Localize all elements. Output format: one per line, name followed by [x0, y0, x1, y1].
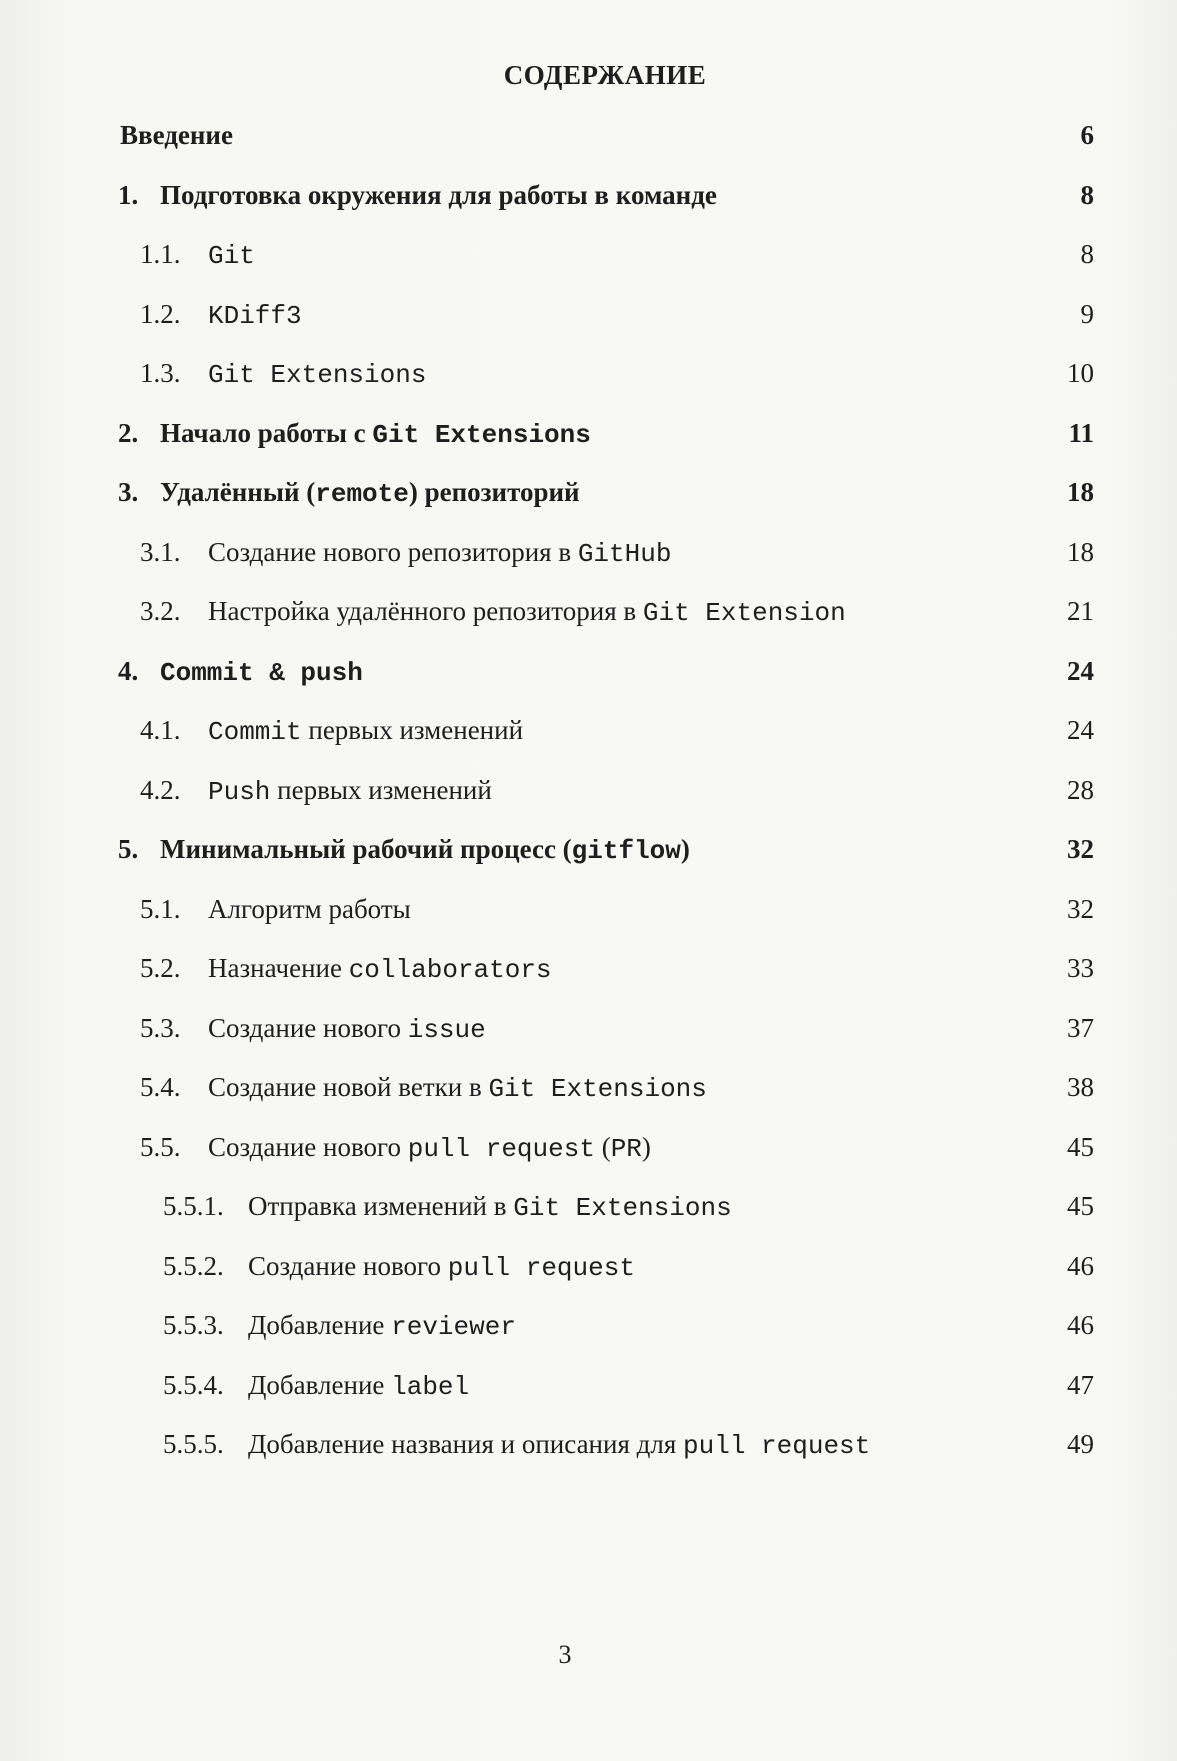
toc-entry [0, 350, 1177, 396]
title-text: первых изменений [270, 774, 492, 805]
title-text: Создание нового [208, 1012, 408, 1043]
toc-entry-number: 5.5. [140, 1131, 181, 1162]
code-term: gitflow [571, 836, 681, 866]
toc-entry [0, 1362, 1177, 1408]
code-term: pull request [447, 1252, 635, 1283]
toc-entry-number: 4.1. [140, 715, 181, 745]
toc-entry-title [248, 1421, 870, 1469]
toc-entry-page: 45 [1067, 1191, 1094, 1221]
toc-entry-title [208, 945, 552, 993]
toc-entry-title [248, 1302, 516, 1350]
code-term: Commit & push [160, 657, 363, 688]
title-text: Добавление [248, 1369, 392, 1400]
code-term: Git Extensions [372, 419, 591, 450]
toc-entry-title [160, 410, 591, 458]
toc-entry-title [248, 1362, 469, 1410]
toc-entry-title [208, 291, 302, 339]
toc-entry-number: 5.3. [140, 1012, 181, 1043]
toc-entry [0, 1183, 1177, 1229]
toc-entry-page: 21 [1067, 596, 1094, 626]
toc-entry-title [208, 767, 492, 815]
toc-entry-title [208, 707, 523, 755]
toc-entry-title [160, 469, 580, 517]
title-text: Назначение [208, 953, 349, 983]
toc-entry-number: 5. [118, 834, 139, 864]
toc-entry [0, 945, 1177, 991]
toc-entry [0, 529, 1177, 575]
toc-entry-page: 33 [1067, 953, 1094, 983]
toc-entry-number: 1. [118, 179, 139, 210]
toc-entry [0, 410, 1177, 456]
toc-entry [0, 172, 1177, 218]
toc-entry-page: 8 [1080, 179, 1094, 210]
code-term: Git Extensions [513, 1193, 732, 1223]
toc-entry [0, 1124, 1177, 1170]
code-term: reviewer [391, 1312, 516, 1342]
toc-entry-number: 1.3. [140, 358, 181, 388]
toc-entry-title [160, 648, 363, 696]
code-term: remote [315, 479, 409, 509]
toc-entry [0, 1243, 1177, 1289]
toc-entry-title [160, 172, 717, 218]
title-text: Алгоритм работы [208, 893, 411, 924]
title-text: Создание нового [248, 1250, 448, 1281]
toc-entry-page: 49 [1067, 1429, 1094, 1459]
toc-entry-number: 5.5.2. [163, 1250, 224, 1281]
code-term: collaborators [348, 955, 552, 985]
toc-entry-page: 38 [1067, 1072, 1094, 1102]
code-term: GitHub [577, 538, 672, 569]
code-term: Push [208, 776, 271, 807]
toc-entry [0, 291, 1177, 337]
toc-entry-number: 5.1. [140, 893, 181, 924]
toc-entry-page: 32 [1067, 893, 1094, 924]
toc-entry-page: 47 [1067, 1369, 1094, 1400]
toc-entry [0, 588, 1177, 634]
toc-entry [0, 767, 1177, 813]
code-term: Git Extensions [208, 360, 427, 390]
toc-entry-page: 37 [1067, 1012, 1094, 1043]
toc-entry [0, 231, 1177, 277]
toc-entry-number: 5.5.5. [163, 1429, 224, 1459]
toc-entry [0, 826, 1177, 872]
title-text: ) [680, 834, 690, 864]
toc-entry-page: 24 [1067, 715, 1094, 745]
title-text: Введение [120, 120, 233, 150]
toc-entry-number: 1.2. [140, 298, 181, 329]
toc-entry [0, 1421, 1177, 1467]
toc-entry-page: 45 [1067, 1131, 1094, 1162]
toc-entry-page: 11 [1068, 417, 1094, 448]
code-term: Commit [208, 717, 302, 747]
title-text: Удалённый ( [160, 477, 316, 507]
title-text: Подготовка окружения для работы в команде [160, 179, 717, 210]
title-text: Минимальный рабочий процесс ( [160, 834, 572, 864]
code-term: PR [610, 1133, 642, 1164]
toc-entry-number: 5.5.3. [163, 1310, 224, 1340]
toc-entry-number: 1.1. [140, 239, 181, 269]
toc-entry-title [208, 529, 671, 577]
toc-entry-number: 5.2. [140, 953, 181, 983]
toc-entry-page: 10 [1067, 358, 1094, 388]
toc-entry-title [208, 588, 846, 636]
toc-entry-title [208, 1064, 707, 1112]
toc-entry-title [208, 1005, 486, 1053]
toc-entry-number: 5.5.1. [163, 1191, 224, 1221]
toc-entry-number: 4. [118, 655, 139, 686]
toc-entry-page: 46 [1067, 1250, 1094, 1281]
code-term: Git Extension [642, 598, 846, 628]
toc-entry [0, 1064, 1177, 1110]
toc-entry-title [208, 350, 426, 398]
toc-entry [0, 1302, 1177, 1348]
toc-entry-title [160, 826, 690, 874]
toc-entry-number: 5.4. [140, 1072, 181, 1102]
toc-entry [0, 112, 1177, 158]
title-text: первых изменений [301, 715, 524, 745]
code-term: KDiff3 [208, 300, 302, 331]
title-text: Добавление названия и описания для [248, 1429, 684, 1459]
toc-entry-number: 3.1. [140, 536, 181, 567]
code-term: pull request [407, 1133, 595, 1164]
toc-entry [0, 469, 1177, 515]
toc-entry [0, 1005, 1177, 1051]
toc-entry-number: 3.2. [140, 596, 181, 626]
title-text: Настройка удалённого репозитория в [208, 596, 643, 626]
title-text: Создание новой ветки в [208, 1072, 489, 1102]
title-text: Начало работы с [160, 417, 373, 448]
toc-entry-page: 24 [1067, 655, 1094, 686]
toc-entry-page: 32 [1067, 834, 1094, 864]
toc-entry [0, 648, 1177, 694]
toc-entry-title [248, 1183, 732, 1231]
toc-entry-page: 46 [1067, 1310, 1094, 1340]
toc-entry-title [208, 1124, 651, 1172]
toc-entry-number: 2. [118, 417, 139, 448]
toc-entry-number: 3. [118, 477, 139, 507]
code-term: label [391, 1371, 470, 1402]
title-text: Отправка изменений в [248, 1191, 514, 1221]
title-text: Создание нового [208, 1131, 408, 1162]
toc-entry-title [120, 112, 233, 158]
code-term: Git [208, 241, 255, 271]
toc-entry-title [208, 231, 255, 279]
title-text: ) [641, 1131, 651, 1162]
toc-entry-page: 6 [1080, 120, 1094, 150]
code-term: Git Extensions [488, 1074, 707, 1104]
toc-entry-page: 18 [1067, 536, 1094, 567]
title-text: Создание нового репозитория в [208, 536, 578, 567]
code-term: pull request [683, 1431, 871, 1461]
page-number: 3 [558, 1640, 572, 1669]
toc-entry-page: 18 [1067, 477, 1094, 507]
title-text: ) репозиторий [408, 477, 580, 507]
code-term: issue [407, 1014, 486, 1045]
toc-entry-title [248, 1243, 635, 1291]
toc-entry-number: 5.5.4. [163, 1369, 224, 1400]
toc-entry [0, 886, 1177, 932]
toc-entry-page: 8 [1080, 239, 1094, 269]
title-text: ( [594, 1131, 611, 1162]
toc-entry-page: 28 [1067, 774, 1094, 805]
toc-entry-page: 9 [1080, 298, 1094, 329]
toc-entry-title [208, 886, 411, 932]
title-text: Добавление [248, 1310, 392, 1340]
toc-entry-number: 4.2. [140, 774, 181, 805]
toc-entry [0, 707, 1177, 753]
toc-title: СОДЕРЖАНИЕ [503, 60, 707, 90]
